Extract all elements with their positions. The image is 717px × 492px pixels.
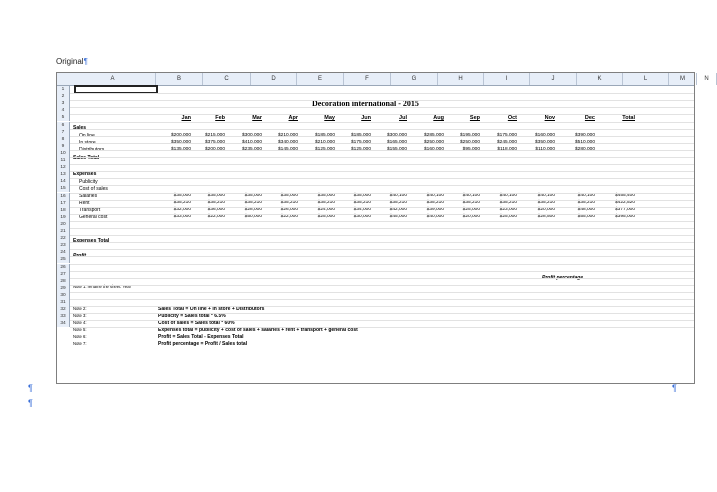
column-header-l[interactable]: L (623, 73, 669, 85)
row-header-8[interactable]: 8 (57, 136, 70, 143)
note-formula: Publicity = Sales total * 6.5% (158, 313, 226, 319)
month-header-jan: Jan (181, 115, 191, 121)
sales-value-cell: $235,000 (241, 147, 262, 152)
expense-value-cell: $35,210 (280, 200, 298, 205)
column-header-j[interactable]: J (530, 73, 577, 85)
sales-total-label: Sales Total (73, 155, 100, 161)
column-header-n[interactable]: N (697, 73, 717, 85)
pilcrow-mark-left-1: ¶ (28, 383, 33, 393)
column-header-h[interactable]: H (438, 73, 484, 85)
expense-value-cell: $35,210 (173, 200, 191, 205)
row-gridline (70, 228, 694, 229)
expense-value-cell: $22,000 (207, 214, 225, 219)
note-formula: Expenses total = publicity + cost of sales + salaries + rent + transport + general cost (158, 327, 358, 333)
expense-value-cell: $40,100 (577, 193, 595, 198)
expenses-total-label: Expenses Total (73, 238, 110, 244)
row-header-24[interactable]: 24 (57, 249, 70, 256)
row-gridline (70, 320, 694, 321)
expense-value-cell: $36,000 (207, 207, 225, 212)
row-header-10[interactable]: 10 (57, 150, 70, 157)
expense-value-cell: $20,000 (537, 207, 555, 212)
expense-value-cell: $40,100 (499, 193, 517, 198)
expense-value-cell: $377,000 (614, 207, 635, 212)
row-header-21[interactable]: 21 (57, 228, 70, 235)
row-header-22[interactable]: 22 (57, 235, 70, 242)
row-header-5[interactable]: 5 (57, 114, 70, 121)
expense-value-cell: $28,500 (537, 214, 555, 219)
sales-value-cell: $300,000 (386, 133, 407, 138)
row-gridline (70, 242, 694, 243)
row-header-7[interactable]: 7 (57, 129, 70, 136)
expense-value-cell: $32,000 (173, 207, 191, 212)
expense-value-cell: $455,400 (614, 193, 635, 198)
row-header-25[interactable]: 25 (57, 256, 70, 263)
sales-value-cell: $210,000 (314, 140, 335, 145)
row-gridline (70, 214, 694, 215)
note-formula: Profit = Sales Total - Expenses Total (158, 334, 244, 340)
row-header-16[interactable]: 16 (57, 193, 70, 200)
expense-value-cell: $25,000 (499, 214, 517, 219)
row-header-26[interactable]: 26 (57, 264, 70, 271)
expense-value-cell: $33,000 (173, 214, 191, 219)
expense-value-cell: $35,000 (244, 193, 262, 198)
row-header-11[interactable]: 11 (57, 157, 70, 164)
note-label: Note 2: (73, 306, 87, 311)
row-header-19[interactable]: 19 (57, 214, 70, 221)
row-header-27[interactable]: 27 (57, 271, 70, 278)
expense-value-cell: $40,100 (462, 193, 480, 198)
general-cost-label: General cost (79, 214, 108, 220)
note-label: Note 6: (73, 334, 87, 339)
expense-value-cell: $40,100 (389, 193, 407, 198)
sales-value-cell: $185,000 (314, 133, 335, 138)
sales-value-cell: $160,000 (423, 147, 444, 152)
in-store-label: In store (79, 140, 96, 146)
sales-value-cell: $250,000 (423, 140, 444, 145)
online-label: On line (79, 133, 95, 139)
expense-value-cell: $40,000 (426, 214, 444, 219)
expense-value-cell: $35,000 (280, 193, 298, 198)
salaries-label: Salaries (79, 193, 98, 199)
profit-label: Profit (73, 253, 87, 259)
row-gridline (70, 100, 694, 101)
note-formula: Sales Total = On line + In store + Distributors (158, 306, 265, 312)
row-header-30[interactable]: 30 (57, 292, 70, 299)
expense-value-cell: $28,000 (244, 207, 262, 212)
row-gridline (70, 285, 694, 286)
row-gridline (70, 313, 694, 314)
rent-label: Rent (79, 200, 90, 206)
row-gridline (70, 306, 694, 307)
month-header-feb: Feb (215, 115, 225, 121)
expense-value-cell: $22,000 (280, 214, 298, 219)
expense-value-cell: $40,100 (426, 193, 444, 198)
expense-value-cell: $35,210 (577, 200, 595, 205)
month-header-dec: Dec (584, 115, 595, 121)
expense-value-cell: $39,000 (426, 207, 444, 212)
expense-value-cell: $35,210 (244, 200, 262, 205)
expense-value-cell: $35,210 (537, 200, 555, 205)
row-gridline (70, 264, 694, 265)
month-header-mar: Mar (252, 115, 262, 121)
sales-value-cell: $165,000 (386, 140, 407, 145)
expense-value-cell: $24,000 (317, 207, 335, 212)
column-header-g[interactable]: G (391, 73, 438, 85)
sales-value-cell: $250,000 (459, 140, 480, 145)
sales-value-cell: $145,000 (277, 147, 298, 152)
distributors-label: Distributors (79, 147, 105, 153)
month-header-total: Total (622, 115, 635, 121)
sales-value-cell: $410,000 (241, 140, 262, 145)
expense-value-cell: $35,000 (207, 193, 225, 198)
pilcrow-mark: ¶ (83, 57, 88, 66)
sales-value-cell: $125,000 (350, 147, 371, 152)
pilcrow-mark-right: ¶ (672, 383, 677, 393)
sales-value-cell: $95,000 (462, 147, 480, 152)
expense-value-cell: $35,000 (173, 193, 191, 198)
sales-value-cell: $200,000 (170, 133, 191, 138)
expense-value-cell: $55,000 (577, 214, 595, 219)
sales-value-cell: $215,000 (204, 133, 225, 138)
expense-value-cell: $25,000 (462, 207, 480, 212)
row-gridline (70, 299, 694, 300)
row-header-18[interactable]: 18 (57, 207, 70, 214)
expense-value-cell: $26,000 (280, 207, 298, 212)
note-formula: Cost of sales = Sales total * 60% (158, 320, 235, 326)
sales-value-cell: $350,000 (170, 140, 191, 145)
sales-value-cell: $390,000 (574, 133, 595, 138)
expense-value-cell: $50,000 (244, 214, 262, 219)
sales-value-cell: $285,000 (423, 133, 444, 138)
expenses-label: Expenses (73, 171, 97, 177)
transport-label: Transport (79, 207, 101, 213)
pilcrow-mark-left-2: ¶ (28, 398, 33, 408)
sales-value-cell: $200,000 (204, 147, 225, 152)
note-label: Note 1: rename the sheet: Year (73, 284, 131, 289)
month-header-aug: Aug (433, 115, 444, 121)
expense-value-cell: $35,210 (317, 200, 335, 205)
expense-value-cell: $35,000 (353, 193, 371, 198)
expense-value-cell: $34,000 (353, 207, 371, 212)
row-gridline (70, 93, 694, 94)
row-gridline (70, 235, 694, 236)
row-header-13[interactable]: 13 (57, 171, 70, 178)
note-label: Note 7: (73, 341, 87, 346)
sales-value-cell: $340,000 (277, 140, 298, 145)
sales-value-cell: $210,000 (277, 133, 298, 138)
row-gridline (70, 327, 694, 328)
row-gridline (70, 171, 694, 172)
sales-label: Sales (73, 125, 87, 131)
sales-value-cell: $155,000 (386, 147, 407, 152)
row-gridline (70, 207, 694, 208)
expense-value-cell: $35,210 (499, 200, 517, 205)
spreadsheet-image (56, 72, 709, 384)
sales-value-cell: $175,000 (496, 133, 517, 138)
row-gridline (70, 193, 694, 194)
row-header-29[interactable]: 29 (57, 285, 70, 292)
row-header-28[interactable]: 28 (57, 278, 70, 285)
expense-value-cell: $395,000 (614, 214, 635, 219)
publicity-label: Publicity (79, 179, 98, 185)
note-label: Note 4: (73, 320, 87, 325)
column-header-c[interactable]: C (203, 73, 251, 85)
row-header-17[interactable]: 17 (57, 200, 70, 207)
month-header-jul: Jul (399, 115, 407, 121)
row-header-33[interactable]: 33 (57, 313, 70, 320)
expense-value-cell: $25,000 (317, 214, 335, 219)
expense-value-cell: $48,000 (577, 207, 595, 212)
month-header-nov: Nov (544, 115, 555, 121)
row-header-1[interactable]: 1 (57, 86, 70, 93)
sales-value-cell: $125,000 (314, 147, 335, 152)
note-label: Note 5: (73, 327, 87, 332)
month-header-sep: Sep (469, 115, 480, 121)
row-header-14[interactable]: 14 (57, 178, 70, 185)
month-header-jun: Jun (361, 115, 371, 121)
row-gridline (70, 129, 694, 130)
sales-value-cell: $375,000 (204, 140, 225, 145)
expense-value-cell: $422,520 (614, 200, 635, 205)
row-header-20[interactable]: 20 (57, 221, 70, 228)
column-header-f[interactable]: F (344, 73, 391, 85)
column-header-b[interactable]: B (156, 73, 203, 85)
expense-value-cell: $35,210 (389, 200, 407, 205)
row-header-4[interactable]: 4 (57, 107, 70, 114)
expense-value-cell: $30,000 (353, 214, 371, 219)
expense-value-cell: $35,210 (462, 200, 480, 205)
column-header-a[interactable]: A (70, 73, 156, 85)
row-gridline (70, 292, 694, 293)
sales-value-cell: $300,000 (241, 133, 262, 138)
sales-value-cell: $245,000 (496, 140, 517, 145)
note-label: Note 3: (73, 313, 87, 318)
column-header-d[interactable]: D (251, 73, 297, 85)
column-header-m[interactable]: M (669, 73, 697, 85)
expense-value-cell: $23,000 (499, 207, 517, 212)
sales-value-cell: $510,000 (574, 140, 595, 145)
profit-percentage-label: Profit percentage (542, 275, 584, 281)
row-gridline (70, 157, 694, 158)
note-formula: Profit percentage = Profit / Sales total (158, 341, 248, 347)
row-gridline (70, 114, 694, 115)
expense-value-cell: $35,210 (353, 200, 371, 205)
row-header-34[interactable]: 34 (57, 320, 70, 327)
expense-value-cell: $35,000 (317, 193, 335, 198)
expense-value-cell: $42,000 (389, 207, 407, 212)
sales-value-cell: $135,000 (170, 147, 191, 152)
row-header-31[interactable]: 31 (57, 299, 70, 306)
document-label (56, 57, 88, 66)
row-gridline (70, 107, 694, 108)
row-gridline (70, 164, 694, 165)
row-gridline (70, 271, 694, 272)
expense-value-cell: $35,210 (207, 200, 225, 205)
row-header-15[interactable]: 15 (57, 185, 70, 192)
sheet-title: Decoration international - 2015 (312, 99, 419, 108)
expense-value-cell: $45,000 (389, 214, 407, 219)
month-header-may: May (324, 115, 335, 121)
sales-value-cell: $118,000 (497, 147, 517, 152)
expense-value-cell: $40,100 (537, 193, 555, 198)
sales-value-cell: $160,000 (534, 133, 555, 138)
row-header-23[interactable]: 23 (57, 242, 70, 249)
sales-value-cell: $350,000 (534, 140, 555, 145)
cost-of-sales-label: Cost of sales (79, 186, 108, 192)
sales-value-cell: $185,000 (350, 133, 371, 138)
column-header-i[interactable]: I (484, 73, 530, 85)
sales-value-cell: $195,000 (459, 133, 480, 138)
row-gridline (70, 185, 694, 186)
row-gridline (70, 122, 694, 123)
month-header-oct: Oct (507, 115, 517, 121)
row-gridline (70, 178, 694, 179)
row-gridline (70, 200, 694, 201)
sales-value-cell: $175,000 (350, 140, 371, 145)
row-header-3[interactable]: 3 (57, 100, 70, 107)
row-gridline (70, 221, 694, 222)
row-gridline (70, 249, 694, 250)
row-header-9[interactable]: 9 (57, 143, 70, 150)
row-header-12[interactable]: 12 (57, 164, 70, 171)
column-header-k[interactable]: K (577, 73, 623, 85)
document-label-text: Original (56, 57, 84, 66)
column-header-e[interactable]: E (297, 73, 344, 85)
row-header-32[interactable]: 32 (57, 306, 70, 313)
month-header-apr: Apr (288, 115, 298, 121)
sales-value-cell: $110,000 (535, 147, 555, 152)
row-header-6[interactable]: 6 (57, 122, 70, 129)
expense-value-cell: $35,210 (426, 200, 444, 205)
row-header-2[interactable]: 2 (57, 93, 70, 100)
sales-value-cell: $280,000 (574, 147, 595, 152)
expense-value-cell: $20,000 (462, 214, 480, 219)
